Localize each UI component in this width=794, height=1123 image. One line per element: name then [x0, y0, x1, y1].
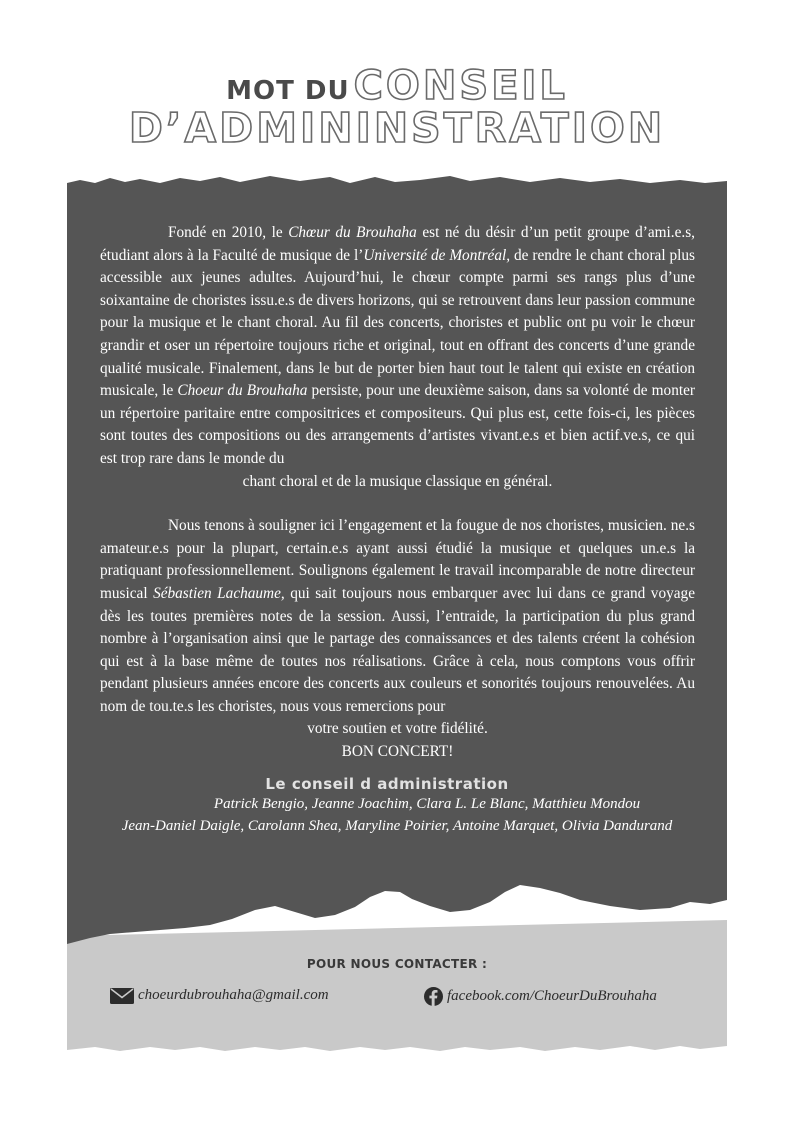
choir-name: Choeur du Brouhaha [177, 382, 308, 400]
signature-names [60, 793, 734, 837]
title-prefix: MOT DU [226, 76, 350, 106]
choir-name: Chœur du Brouhaha [288, 224, 417, 241]
email-contact[interactable] [110, 987, 329, 1004]
text-run: Fondé en 2010, le [168, 224, 289, 241]
text-run: persiste, pour une deuxième saison, dans sa volonté de monter un répertoire paritaire entre compositrices et compositeurs. Qui plus est, cette fois-ci, les pièces sont toutes des compositions ou des arrangements d’artistes vivant.e.s et bien actif.ve.s, ce qui est trop rare dans le monde du [100, 382, 695, 467]
contact-title: POUR NOUS CONTACTER : [306, 957, 488, 971]
email-address[interactable]: choeurdubrouhaha@gmail.com [138, 987, 329, 1003]
names-line-1: Patrick Bengio, Jeanne Joachim, Clara L. Le Blanc, Matthieu Mondou [213, 796, 641, 812]
envelope-icon [110, 988, 134, 1004]
facebook-icon [424, 987, 443, 1006]
text-run: Nous tenons à souligner ici l’engagement et la fougue de nos choristes, musicien. ne.s amateur.e.s pour la plupart, certain.e.s ayant aussi étudié la musique et quelques un.e.s la pratiquant professionnellement. Soulignons également le travail incomparable de notre directeur musical [100, 517, 695, 602]
signature-block [60, 775, 734, 837]
paragraph-2-last-line: votre soutien et votre fidélité. [307, 720, 488, 738]
page-title [0, 62, 794, 152]
main-text [100, 222, 695, 764]
names-line-2: Jean-Daniel Daigle, Carolann Shea, Maryline Poirier, Antoine Marquet, Olivia Dandurand [121, 818, 673, 834]
title-word-conseil: CONSEIL [353, 63, 568, 109]
university-name: Université de Montréal, [363, 246, 511, 264]
facebook-contact[interactable] [424, 987, 657, 1006]
facebook-page[interactable]: facebook.com/ChoeurDuBrouhaha [447, 988, 657, 1004]
paragraph-2 [100, 515, 695, 764]
title-word-administration: D’ADMININSTRATION [128, 104, 666, 152]
text-run: qui sait toujours nous embarquer avec lui dans ce grand voyage dès les toutes premières notes de la session. Aussi, l’entraide, la participation du plus grand nombre à l’organisation ainsi que le partage des connaissances et des talents créent la cohésion qui est à la base même de toutes nos réalisations. Grâce à cela, nous comptons vous offrir pendant plusieurs années encore des concerts aux couleurs et sonorités toujours renouvelées. Au nom de tou.te.s les choristes, nous vous remercions pour [100, 584, 695, 715]
text-run: est né du désir d’un petit groupe d’ami.e.s, étudiant alors à la Faculté de musique de l’ [100, 224, 695, 264]
text-run: de rendre le chant choral plus accessible aux jeunes adultes. Aujourd’hui, le chœur compte parmi ses rangs plus d’une soixantaine de choristes issu.e.s de divers horizons, qui se retrouvent dans leur passion commune pour la musique et le chant choral. Au fil des concerts, choristes et public ont pu voir le chœur grandir et oser un répertoire toujours riche et original, tout en offrant des concerts d’une grande qualité musicale. Finalement, dans le but de porter bien haut tout le talent qui existe en création musicale, le [100, 246, 696, 400]
director-name: Sébastien Lachaume, [153, 584, 285, 602]
paragraph-1 [100, 222, 695, 493]
paragraph-1-last-line: chant choral et de la musique classique en général. [242, 472, 553, 490]
closing-line: BON CONCERT! [341, 743, 454, 761]
contact-panel [67, 920, 727, 1051]
signature-title: Le conseil d administration [265, 775, 509, 793]
